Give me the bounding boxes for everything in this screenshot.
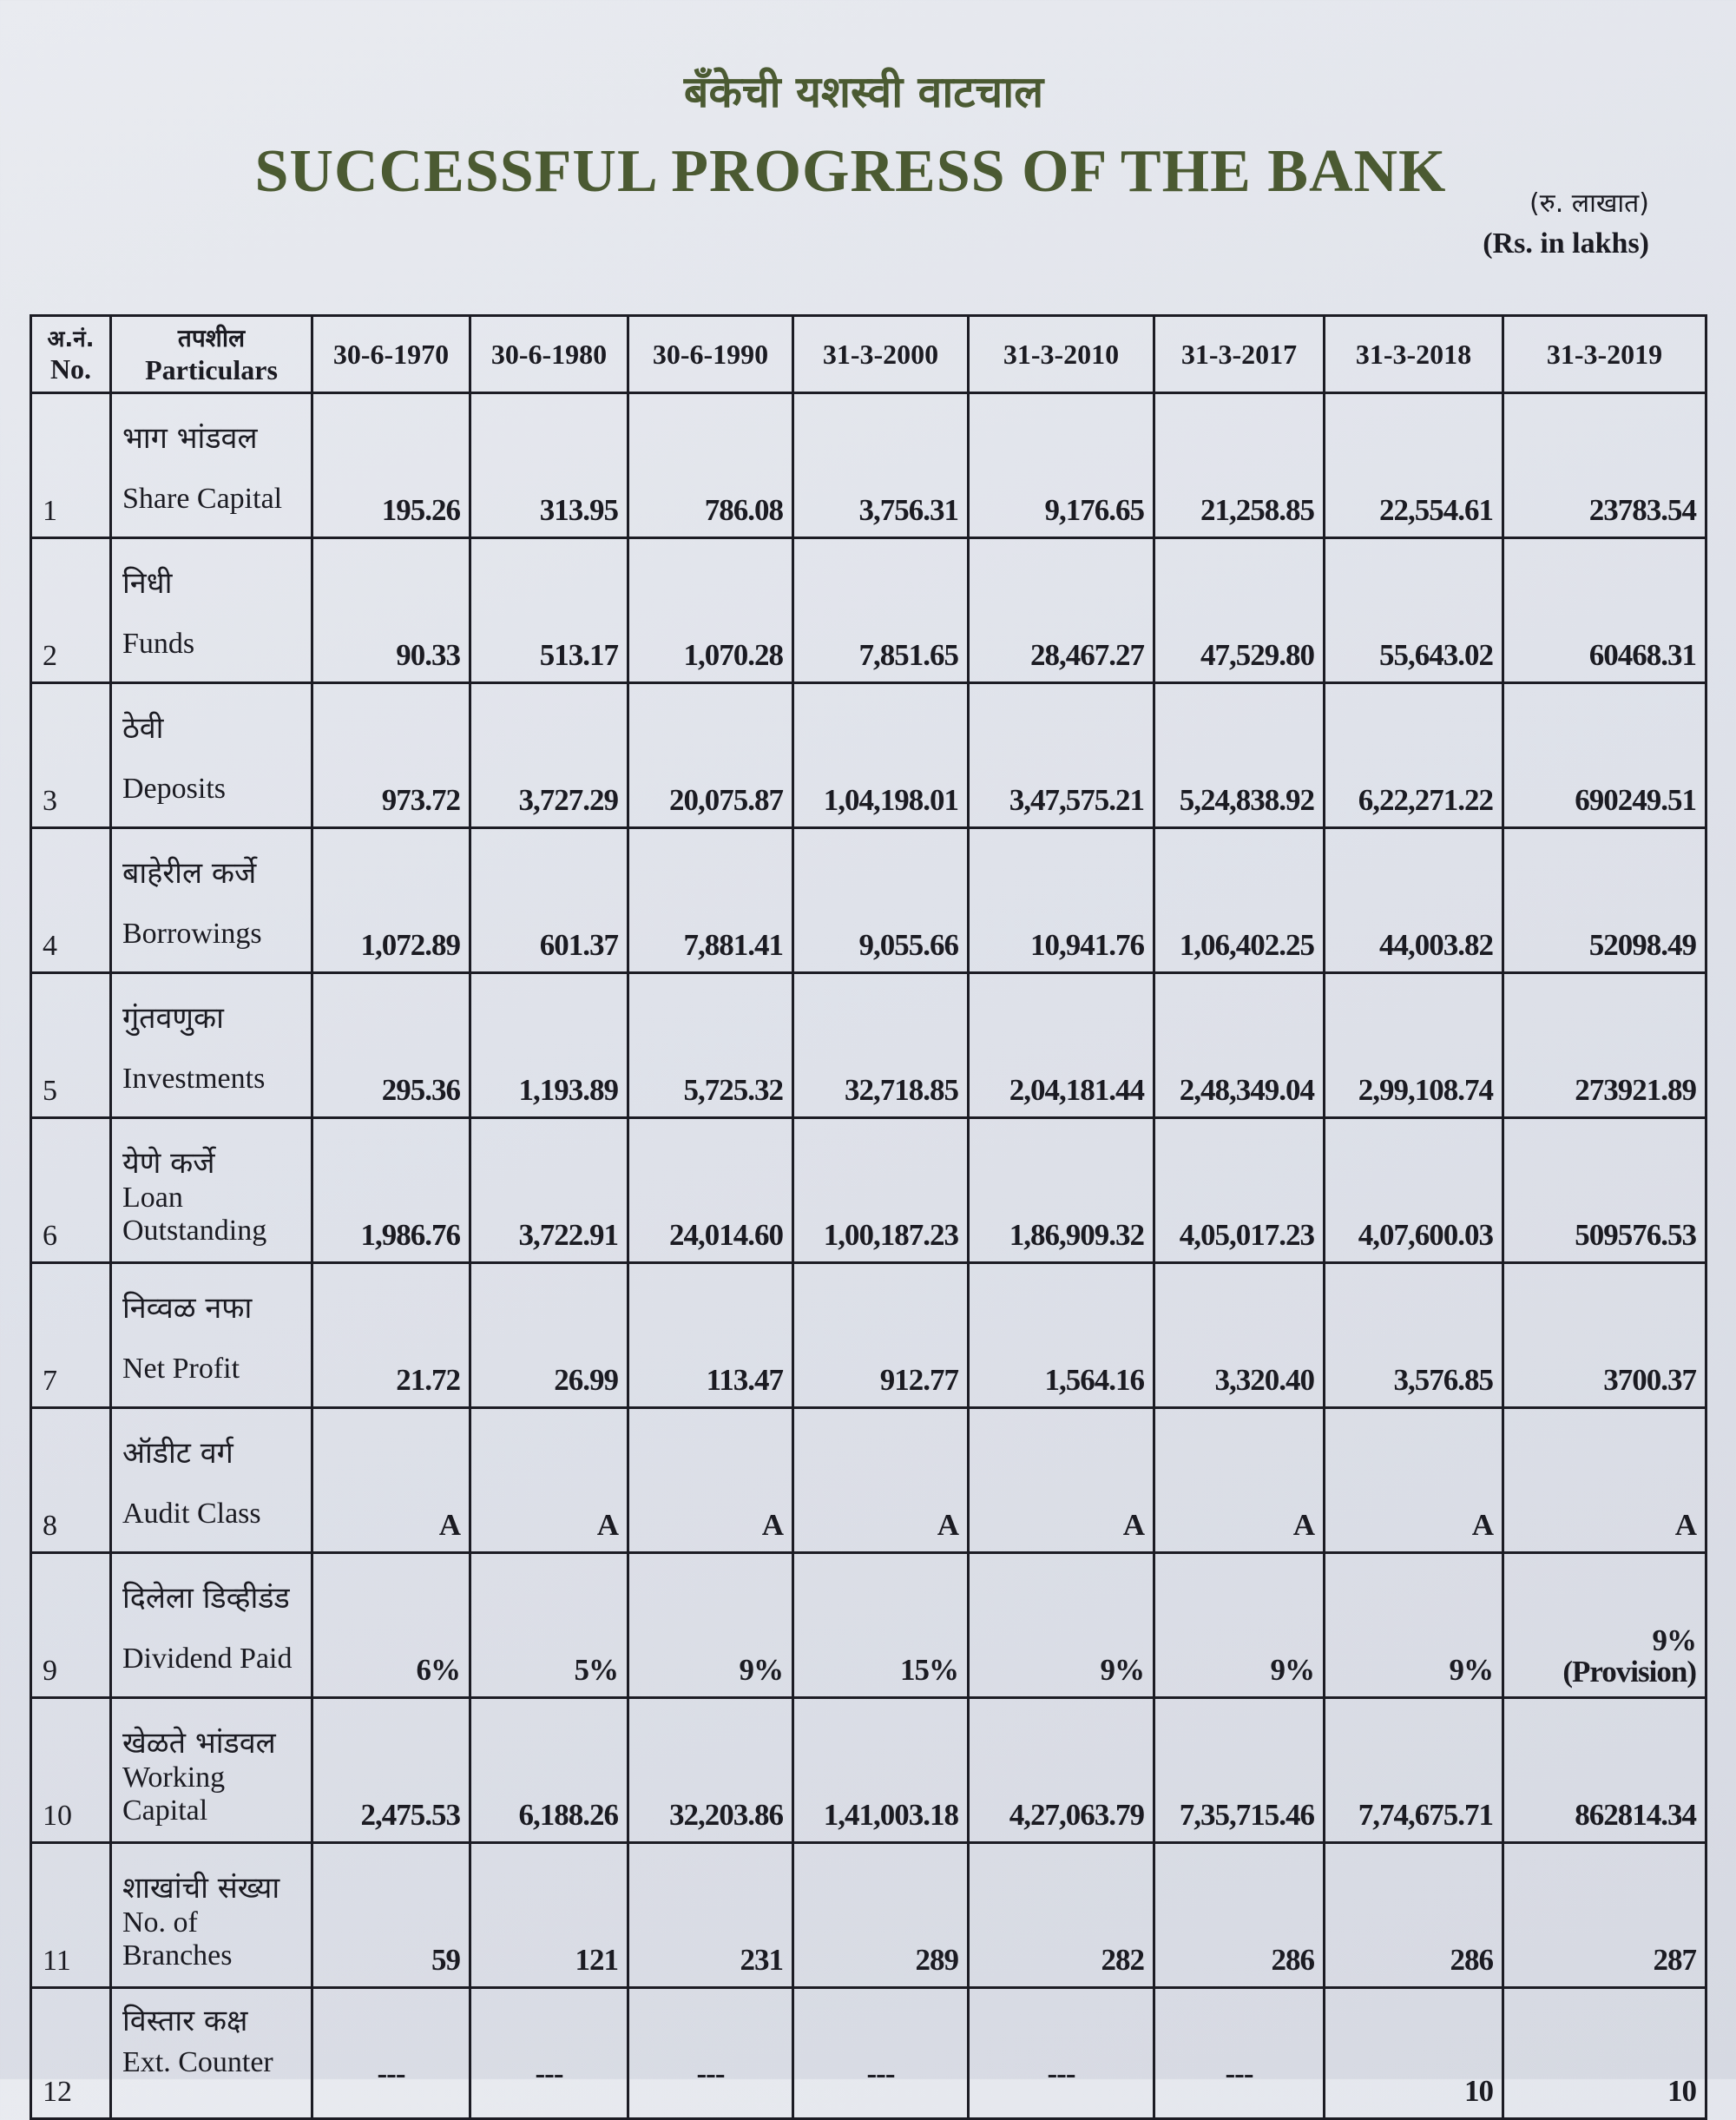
table-row: [31, 538, 1706, 683]
value-cell: A: [470, 1408, 628, 1553]
particular-english: No. of Branches: [122, 1906, 233, 1972]
value-cell: 7,74,675.71: [1325, 1698, 1503, 1843]
row-number: 4: [31, 828, 111, 973]
value-cell: 286: [1154, 1843, 1325, 1988]
value-cell: 1,070.28: [628, 538, 793, 683]
value-cell: 7,35,715.46: [1154, 1698, 1325, 1843]
header-no: अ.नं. No.: [31, 316, 111, 393]
row-number: 5: [31, 973, 111, 1118]
row-particulars: [111, 828, 312, 973]
particular-marathi: बाहेरील कर्जे: [122, 856, 257, 891]
particular-marathi: विस्तार कक्ष: [122, 2004, 248, 2038]
row-particulars: [111, 1408, 312, 1553]
value-cell: 286: [1325, 1843, 1503, 1988]
value-cell: 7,851.65: [793, 538, 969, 683]
row-particulars: [111, 1263, 312, 1408]
row-number: 11: [31, 1843, 111, 1988]
value-cell: 912.77: [793, 1263, 969, 1408]
value-cell: 1,986.76: [312, 1118, 470, 1263]
value-cell: 1,072.89: [312, 828, 470, 973]
value-cell: 60468.31: [1503, 538, 1706, 683]
table-row: [31, 1698, 1706, 1843]
title-english: SUCCESSFUL PROGRESS OF THE BANK: [254, 138, 1447, 205]
value-cell: 6%: [312, 1553, 470, 1698]
value-cell: 4,27,063.79: [969, 1698, 1154, 1843]
header-date: 30-6-1990: [628, 316, 793, 393]
header-row: [31, 316, 1706, 393]
value-cell: 10,941.76: [969, 828, 1154, 973]
particular-english: Audit Class: [122, 1498, 261, 1530]
value-cell: 1,193.89: [470, 973, 628, 1118]
value-cell: 9,055.66: [793, 828, 969, 973]
particular-english: Dividend Paid: [122, 1643, 293, 1675]
value-cell: 2,48,349.04: [1154, 973, 1325, 1118]
value-cell: A: [793, 1408, 969, 1553]
value-cell: 47,529.80: [1154, 538, 1325, 683]
value-cell: 690249.51: [1503, 683, 1706, 828]
row-number: 12: [31, 1988, 111, 2119]
unit-marathi: (रु. लाखात): [1529, 188, 1649, 219]
particular-english: Borrowings: [122, 918, 262, 950]
value-cell: 9%: [1325, 1553, 1503, 1698]
value-cell: 513.17: [470, 538, 628, 683]
unit-note: [1483, 184, 1649, 264]
value-cell: 28,467.27: [969, 538, 1154, 683]
particular-marathi: ठेवी: [122, 711, 164, 746]
row-number: 1: [31, 393, 111, 538]
table-body: [31, 393, 1706, 2119]
value-cell: 21.72: [312, 1263, 470, 1408]
particular-english: Deposits: [122, 773, 226, 805]
title-block: [0, 61, 1736, 207]
value-cell: 44,003.82: [1325, 828, 1503, 973]
value-cell: 786.08: [628, 393, 793, 538]
value-cell: 601.37: [470, 828, 628, 973]
value-cell: A: [1154, 1408, 1325, 1553]
value-cell: 15%: [793, 1553, 969, 1698]
value-cell: 20,075.87: [628, 683, 793, 828]
header-date: 31-3-2017: [1154, 316, 1325, 393]
value-cell: 1,41,003.18: [793, 1698, 969, 1843]
value-cell: 10: [1325, 1988, 1503, 2119]
value-cell: A: [969, 1408, 1154, 1553]
row-number: 7: [31, 1263, 111, 1408]
table-row: [31, 683, 1706, 828]
particular-marathi: निधी: [122, 566, 173, 601]
value-cell: 113.47: [628, 1263, 793, 1408]
value-cell: 3,756.31: [793, 393, 969, 538]
value-cell: 121: [470, 1843, 628, 1988]
particular-marathi: निव्वळ नफा: [122, 1291, 253, 1326]
particular-english: Ext. Counter: [122, 2046, 273, 2078]
particular-english: Loan Outstanding: [122, 1182, 267, 1247]
value-cell: 289: [793, 1843, 969, 1988]
particular-marathi: खेळते भांडवल: [122, 1726, 276, 1761]
value-cell: 26.99: [470, 1263, 628, 1408]
value-cell: [1503, 1553, 1706, 1698]
value-cell: 287: [1503, 1843, 1706, 1988]
value-cell: 52098.49: [1503, 828, 1706, 973]
value-cell: ---: [793, 1988, 969, 2119]
value-cell: 3,576.85: [1325, 1263, 1503, 1408]
particular-english: Working Capital: [122, 1761, 226, 1827]
table-row: [31, 1118, 1706, 1263]
row-particulars: [111, 973, 312, 1118]
value-cell: A: [312, 1408, 470, 1553]
header-date: 31-3-2018: [1325, 316, 1503, 393]
particular-english: Funds: [122, 628, 195, 660]
header-date: 31-3-2010: [969, 316, 1154, 393]
row-particulars: [111, 1988, 312, 2119]
particular-english: Share Capital: [122, 483, 283, 515]
value-cell: ---: [470, 1988, 628, 2119]
value-cell: 6,188.26: [470, 1698, 628, 1843]
value-cell: 9%: [628, 1553, 793, 1698]
row-number: 6: [31, 1118, 111, 1263]
value-cell: 3,727.29: [470, 683, 628, 828]
value-cell: 1,564.16: [969, 1263, 1154, 1408]
particular-marathi: येणे कर्जे: [122, 1146, 215, 1181]
value-cell: 509576.53: [1503, 1118, 1706, 1263]
value-cell: 3,47,575.21: [969, 683, 1154, 828]
value-cell: 24,014.60: [628, 1118, 793, 1263]
value-cell: 3,320.40: [1154, 1263, 1325, 1408]
particular-marathi: भाग भांडवल: [122, 421, 258, 456]
value-cell: 2,475.53: [312, 1698, 470, 1843]
header-date: 31-3-2000: [793, 316, 969, 393]
table-row: [31, 1553, 1706, 1698]
value-text: 9%: [1652, 1623, 1696, 1657]
particular-marathi: ऑडीट वर्ग: [122, 1436, 233, 1471]
header-date: 31-3-2019: [1503, 316, 1706, 393]
value-cell: 313.95: [470, 393, 628, 538]
value-cell: 32,718.85: [793, 973, 969, 1118]
row-particulars: [111, 1843, 312, 1988]
value-cell: 90.33: [312, 538, 470, 683]
value-cell: 1,00,187.23: [793, 1118, 969, 1263]
table-row: [31, 828, 1706, 973]
table-row: [31, 1988, 1706, 2119]
row-particulars: [111, 1118, 312, 1263]
row-number: 9: [31, 1553, 111, 1698]
value-cell: 32,203.86: [628, 1698, 793, 1843]
progress-table: [30, 314, 1707, 2120]
table-row: [31, 1408, 1706, 1553]
row-particulars: [111, 393, 312, 538]
table-row: [31, 1263, 1706, 1408]
provision-note: (Provision): [1562, 1655, 1696, 1689]
value-cell: 231: [628, 1843, 793, 1988]
header-date: 30-6-1980: [470, 316, 628, 393]
value-cell: 4,07,600.03: [1325, 1118, 1503, 1263]
value-cell: 282: [969, 1843, 1154, 1988]
value-cell: 6,22,271.22: [1325, 683, 1503, 828]
value-cell: 2,99,108.74: [1325, 973, 1503, 1118]
value-cell: 3700.37: [1503, 1263, 1706, 1408]
particular-english: Net Profit: [122, 1353, 240, 1385]
value-cell: A: [628, 1408, 793, 1553]
header-date: 30-6-1970: [312, 316, 470, 393]
value-cell: 4,05,017.23: [1154, 1118, 1325, 1263]
row-particulars: [111, 1553, 312, 1698]
particular-marathi: शाखांची संख्या: [122, 1871, 280, 1906]
value-cell: 5,725.32: [628, 973, 793, 1118]
value-cell: A: [1503, 1408, 1706, 1553]
value-cell: 3,722.91: [470, 1118, 628, 1263]
value-cell: 1,06,402.25: [1154, 828, 1325, 973]
value-cell: 1,04,198.01: [793, 683, 969, 828]
value-cell: 1,86,909.32: [969, 1118, 1154, 1263]
value-cell: ---: [1154, 1988, 1325, 2119]
row-particulars: [111, 683, 312, 828]
particular-marathi: गुंतवणुका: [122, 1001, 224, 1036]
value-cell: 22,554.61: [1325, 393, 1503, 538]
row-number: 10: [31, 1698, 111, 1843]
value-cell: 973.72: [312, 683, 470, 828]
value-cell: 23783.54: [1503, 393, 1706, 538]
row-particulars: [111, 538, 312, 683]
value-cell: ---: [969, 1988, 1154, 2119]
row-particulars: [111, 1698, 312, 1843]
title-marathi: बँकेची यशस्वी वाटचाल: [683, 67, 1044, 117]
value-cell: 9%: [1154, 1553, 1325, 1698]
value-cell: 273921.89: [1503, 973, 1706, 1118]
value-cell: 2,04,181.44: [969, 973, 1154, 1118]
particular-english: Investments: [122, 1063, 266, 1095]
value-cell: 7,881.41: [628, 828, 793, 973]
value-cell: 5,24,838.92: [1154, 683, 1325, 828]
value-cell: 21,258.85: [1154, 393, 1325, 538]
table-row: [31, 973, 1706, 1118]
value-cell: 10: [1503, 1988, 1706, 2119]
value-cell: A: [1325, 1408, 1503, 1553]
particular-marathi: दिलेला डिव्हीडंड: [122, 1581, 290, 1616]
value-cell: 9%: [969, 1553, 1154, 1698]
value-cell: 59: [312, 1843, 470, 1988]
table-row: [31, 393, 1706, 538]
value-cell: 862814.34: [1503, 1698, 1706, 1843]
row-number: 8: [31, 1408, 111, 1553]
row-number: 3: [31, 683, 111, 828]
table-row: [31, 1843, 1706, 1988]
value-cell: 55,643.02: [1325, 538, 1503, 683]
value-cell: 195.26: [312, 393, 470, 538]
header-particulars: तपशील Particulars: [111, 316, 312, 393]
value-cell: 9,176.65: [969, 393, 1154, 538]
value-cell: ---: [628, 1988, 793, 2119]
value-cell: 295.36: [312, 973, 470, 1118]
row-number: 2: [31, 538, 111, 683]
value-cell: ---: [312, 1988, 470, 2119]
unit-english: (Rs. in lakhs): [1483, 227, 1649, 260]
value-cell: 5%: [470, 1553, 628, 1698]
